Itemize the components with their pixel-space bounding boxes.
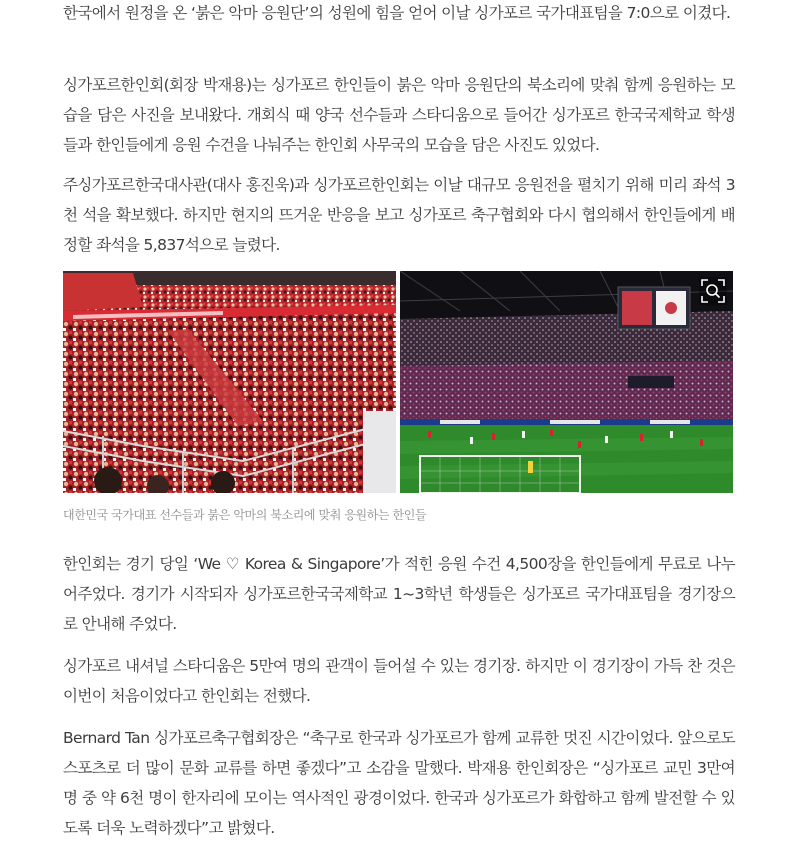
paragraph-quotes: Bernard Tan 싱가포르축구협회장은 “축구로 한국과 싱가포르가 함께 교류한 멋진 시간이었다. 앞으로도 스포츠로 더 많이 문화 교류를 하면 좋겠다”고 소감을 말했다. 박재용 한인회장은 “싱가포르 교민 3만여 명 중 약 6천 명이 한자리에 모이는 역사적인 광경이었다. 한국과 싱가포르가 화합하고 함께 발전할 수 있도록 더욱 노력하겠다”고 밝혔다. [63, 729, 735, 837]
paragraph-photos-sent: 싱가포르한인회(회장 박재용)는 싱가포르 한인들이 붉은 악마 응원단의 북소리에 맞춰 함께 응원하는 모습을 담은 사진을 보내왔다. 개회식 때 양국 선수들과 스타디움으로 들어간 싱가포르 한국국제학교 학생들과 한인들에게 응원 수건을 나눠주는 한인회 사무국의 모습을 담은 사진도 있었다. [63, 76, 735, 154]
photo-caption: 대한민국 국가대표 선수들과 붉은 악마의 북소리에 맞춰 응원하는 한인들 [63, 508, 427, 522]
paragraph-seats: 주싱가포르한국대사관(대사 홍진욱)과 싱가포르한인회는 이날 대규모 응원전을 펼치기 위해 미리 좌석 3천 석을 확보했다. 하지만 현지의 뜨거운 반응을 보고 싱가포르 축구협회와 다시 협의해서 한인들에게 배정할 좌석을 5,837석으로 늘렸다. [63, 176, 735, 254]
paragraph-towels: 한인회는 경기 당일 ‘We ♡ Korea & Singapore’가 적힌 응원 수건 4,500장을 한인들에게 무료로 나누어주었다. 경기가 시작되자 싱가포르한국국제학교 1~3학년 학생들은 싱가포르 국가대표팀을 경기장으로 안내해 주었다. [63, 555, 735, 633]
paragraph-result: 한국에서 원정을 온 ‘붉은 악마 응원단’의 성원에 힘을 얻어 이날 싱가포르 국가대표팀을 7:0으로 이겼다. [63, 4, 731, 22]
photo-gallery [63, 271, 733, 493]
paragraph-stadium: 싱가포르 내셔널 스타디움은 5만여 명의 관객이 들어설 수 있는 경기장. 하지만 이 경기장이 가득 찬 것은 이번이 처음이었다고 한인회는 전했다. [63, 657, 735, 705]
zoom-icon [699, 277, 727, 305]
crowd-photo [63, 271, 396, 493]
stadium-photo [400, 271, 733, 493]
stadium-photo-image [400, 271, 733, 493]
crowd-photo-image [63, 271, 396, 493]
zoom-button[interactable] [699, 277, 727, 305]
